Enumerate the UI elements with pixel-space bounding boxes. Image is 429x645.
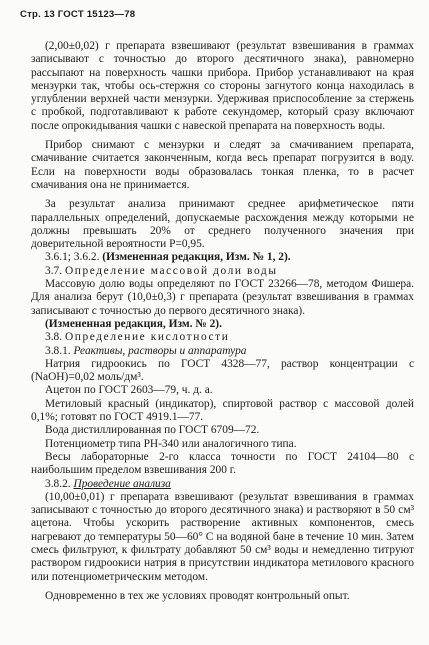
section-3-8-2-heading: 3.8.2. Проведение анализа: [45, 477, 171, 490]
paragraph-water-fraction: Массовую долю воды определяют по ГОСТ 23266—78, методом Фишера. Для анализа берут (10,0±0,3) г препарата (результат взвешивания в граммах записывают с точностью до первого десятичного знака).: [31, 278, 414, 317]
reagent-water: Вода дистиллированная по ГОСТ 6709—72.: [45, 424, 260, 437]
reagent-naoh: Натрия гидроокись по ГОСТ 4328—77, раствор концентрации c (NaOH)=0,02 моль/дм³.: [31, 357, 414, 384]
page-header: Стр. 13 ГОСТ 15123—78: [20, 9, 136, 20]
section-3-7-heading: 3.7. Определение массовой доли воды: [45, 264, 278, 277]
reagent-methyl-red: Метиловый красный (индикатор), спиртовой раствор с массовой долей 0,1%; готовят по ГОСТ 4919.1—77.: [31, 397, 414, 424]
amendment-note: (Измененная редакция, Изм. № 2).: [45, 317, 222, 330]
paragraph-weighing: (2,00±0,02) г препарата взвешивают (результат взвешивания в граммах записывают с точностью до второго десятичного знака), равномерно рассыпают на поверхность чашки прибора. Прибор устанавливают на края мензурки так, чтобы ось-стержня со стороны загнутого конца находилась в углублении верхней части мензурки. Удерживая приспособление за стержень с пробкой, подготавливают к работе секундомер, который сразу включают после опрокидывания чашки с навеской препарата на поверхность воды.: [31, 40, 414, 132]
document-body: [31, 40, 414, 603]
paragraph-control: Одновременно в тех же условиях проводят контрольный опыт.: [45, 589, 350, 602]
paragraph-result: За результат анализа принимают среднее арифметическое пяти параллельных определений, допускаемые расхождения между которыми не должны превышать 20% от среднего полученного значения при доверительной вероятности P=0,95.: [31, 198, 414, 251]
section-3-8-heading: 3.8. Определение кислотности: [45, 331, 230, 344]
section-3-6-note: 3.6.1; 3.6.2. (Измененная редакция, Изм. № 1, 2).: [45, 251, 291, 264]
equipment-potentiometer: Потенциометр типа РН-340 или аналогичного типа.: [45, 437, 297, 450]
paragraph-analysis: (10,00±0,01) г препарата взвешивают (результат взвешивания в граммах записывают с точностью до второго десятичного знака) и растворяют в 50 см³ ацетона. Чтобы ускорить растворение активных компонентов, смесь нагревают до температуры 50—60° С на водяной бане в течение 10 мин. Затем смесь фильтруют, к фильтрату добавляют 50 см³ воды и немедленно титруют раствором гидроокиси натрия в присутствии индикатора метилового красного или потенциометрическим методом.: [31, 490, 414, 583]
reagent-acetone: Ацетон по ГОСТ 2603—79, ч. д. а.: [45, 384, 213, 397]
equipment-scales: Весы лабораторные 2-го класса точности по ГОСТ 24104—80 с наибольшим пределом взвешивания 200 г.: [31, 450, 414, 477]
section-3-8-1-heading: 3.8.1. Реактивы, растворы и аппаратура: [45, 344, 247, 357]
paragraph-wetting: Прибор снимают с мензурки и следят за смачиванием препарата, смачивание считается законченным, когда весь препарат погрузится в воду. Если на поверхности воды образовалась тонкая пленка, то в расчет смачивания она не принимается.: [31, 139, 414, 191]
